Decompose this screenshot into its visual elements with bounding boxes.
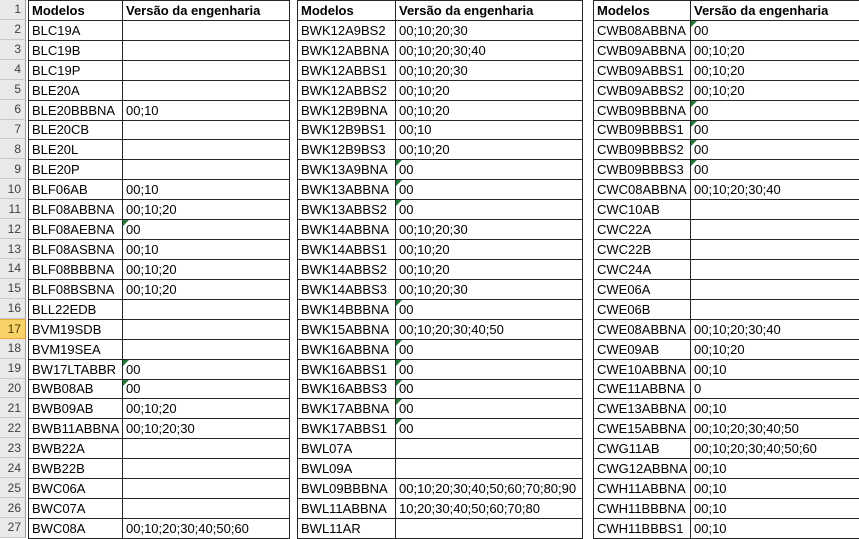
version-cell[interactable]: 00 [396,299,583,319]
model-cell[interactable]: BLF08BBBNA [29,259,123,279]
spacer-column [290,0,297,539]
version-cell[interactable]: 00;10;20;30;40 [691,319,859,339]
version-cell[interactable]: 00;10 [691,479,859,499]
table-row [29,379,290,399]
model-cell[interactable]: BW17LTABBR [29,359,123,379]
version-cell[interactable]: 00;10 [123,100,290,120]
table-row [298,359,583,379]
version-cell[interactable]: 00 [691,100,859,120]
version-cell[interactable]: 00;10 [123,240,290,260]
model-cell[interactable]: BLF08ASBNA [29,240,123,260]
version-cell[interactable]: 00;10;20 [123,279,290,299]
models-table-3 [593,0,859,539]
error-indicator-icon [396,380,402,386]
model-cell[interactable]: BWK13ABBS2 [298,200,396,220]
table-row [298,160,583,180]
table-row [29,80,290,100]
row-number[interactable]: 24 [0,458,26,478]
row-number[interactable]: 5 [0,80,26,100]
version-cell[interactable]: 00;10 [691,359,859,379]
error-indicator-icon [691,21,697,27]
model-cell[interactable]: BWK14ABBNA [298,220,396,240]
table-row [298,240,583,260]
column-header-versao[interactable]: Versão da engenharia [123,1,290,21]
model-cell[interactable]: BWB11ABBNA [29,419,123,439]
table-row [298,339,583,359]
row-number[interactable]: 27 [0,518,26,538]
version-cell[interactable]: 00;10;20;30 [396,60,583,80]
table-row [594,439,859,459]
table-row [29,399,290,419]
model-cell[interactable]: CWC22A [594,220,691,240]
version-cell[interactable]: 00;10;20 [123,259,290,279]
model-cell[interactable]: CWE06B [594,299,691,319]
version-cell[interactable]: 00;10 [691,518,859,538]
model-cell[interactable]: BWK14ABBS2 [298,259,396,279]
models-table-3-body [594,20,859,538]
table-row [29,518,290,538]
model-cell[interactable]: CWH11BBBNA [594,499,691,519]
version-cell[interactable]: 00;10;20;30 [396,279,583,299]
version-cell[interactable]: 00;10 [691,499,859,519]
error-indicator-icon [691,101,697,107]
model-cell[interactable]: BLE20P [29,160,123,180]
table-row [594,518,859,538]
version-cell[interactable]: 00 [396,359,583,379]
table-row [594,279,859,299]
version-cell[interactable] [396,439,583,459]
model-cell[interactable]: CWG11AB [594,439,691,459]
table-row [298,499,583,519]
version-cell[interactable]: 00;10;20;30;40;50 [396,319,583,339]
model-cell[interactable]: BVM19SEA [29,339,123,359]
version-cell[interactable]: 00;10;20 [396,100,583,120]
version-cell[interactable] [396,459,583,479]
table-row [298,60,583,80]
model-cell[interactable]: BWB22B [29,459,123,479]
version-cell[interactable] [691,299,859,319]
model-cell[interactable]: BWC06A [29,479,123,499]
row-number[interactable]: 3 [0,40,26,60]
table-row [594,240,859,260]
version-cell[interactable] [123,140,290,160]
error-indicator-icon [691,121,697,127]
version-cell[interactable] [691,279,859,299]
error-indicator-icon [691,160,697,166]
version-cell[interactable]: 00;10;20 [396,259,583,279]
version-cell[interactable]: 00 [396,180,583,200]
version-cell[interactable]: 00 [396,379,583,399]
version-cell[interactable]: 00;10;20;30;40;50 [691,419,859,439]
table-row [298,439,583,459]
model-cell[interactable]: BWK12B9BS3 [298,140,396,160]
column-header-modelos[interactable]: Modelos [29,1,123,21]
model-cell[interactable]: BWB08AB [29,379,123,399]
models-table-2 [297,0,583,539]
model-cell[interactable]: BWK12A9BS2 [298,20,396,40]
model-cell[interactable]: CWE10ABBNA [594,359,691,379]
version-cell[interactable] [123,40,290,60]
table-row [298,140,583,160]
table-row [298,120,583,140]
table-row [298,279,583,299]
model-cell[interactable]: CWE06A [594,279,691,299]
table-row [29,459,290,479]
model-cell[interactable]: BWK17ABBS1 [298,419,396,439]
model-cell[interactable]: BLE20BBBNA [29,100,123,120]
version-cell[interactable] [123,459,290,479]
table-row [594,200,859,220]
model-cell[interactable]: CWE09AB [594,339,691,359]
model-cell[interactable]: BWC08A [29,518,123,538]
model-cell[interactable]: BWK12B9BS1 [298,120,396,140]
models-table-1-body [29,20,290,538]
column-header-versao[interactable]: Versão da engenharia [396,1,583,21]
model-cell[interactable]: BLC19B [29,40,123,60]
version-cell[interactable] [123,160,290,180]
table-row [298,20,583,40]
table-row [594,100,859,120]
error-indicator-icon [123,220,129,226]
model-cell[interactable]: BLF08BSBNA [29,279,123,299]
table-row [298,479,583,499]
version-cell[interactable]: 00;10;20 [691,80,859,100]
row-number[interactable]: 10 [0,179,26,199]
model-cell[interactable]: CWB09BBBS1 [594,120,691,140]
error-indicator-icon [396,200,402,206]
version-cell[interactable] [123,120,290,140]
version-cell[interactable]: 00 [691,20,859,40]
error-indicator-icon [396,419,402,425]
version-cell[interactable]: 00;10;20;30 [396,220,583,240]
version-cell[interactable]: 00;10;20;30;40;50;60;70;80;90 [396,479,583,499]
table-row [29,299,290,319]
column-header-versao[interactable]: Versão da engenharia [691,1,859,21]
version-cell[interactable]: 00;10;20 [396,80,583,100]
error-indicator-icon [396,340,402,346]
table-row [594,339,859,359]
model-cell[interactable]: CWE11ABBNA [594,379,691,399]
row-number[interactable]: 14 [0,259,26,279]
version-cell[interactable]: 00 [396,160,583,180]
row-number[interactable]: 20 [0,379,26,399]
header-row [29,1,290,21]
row-number[interactable]: 15 [0,279,26,299]
row-number[interactable]: 16 [0,299,26,319]
version-cell[interactable]: 00;10;20;30;40;50;60 [123,518,290,538]
error-indicator-icon [123,360,129,366]
model-cell[interactable]: CWC10AB [594,200,691,220]
error-indicator-icon [691,140,697,146]
model-cell[interactable]: CWE13ABBNA [594,399,691,419]
model-cell[interactable]: BVM19SDB [29,319,123,339]
version-cell[interactable]: 00;10;20 [123,399,290,419]
models-table-1 [28,0,290,539]
row-number[interactable]: 8 [0,139,26,159]
model-cell[interactable]: BLF08ABBNA [29,200,123,220]
table-row [594,419,859,439]
model-cell[interactable]: BWL07A [298,439,396,459]
version-cell[interactable]: 00 [691,120,859,140]
table-row [29,140,290,160]
version-cell[interactable]: 00;10 [691,459,859,479]
table-row [29,279,290,299]
version-cell[interactable]: 00;10;20 [691,60,859,80]
table-row [29,200,290,220]
error-indicator-icon [396,399,402,405]
table-row [298,80,583,100]
row-number[interactable]: 21 [0,398,26,418]
version-cell[interactable] [123,299,290,319]
version-cell[interactable] [123,319,290,339]
table-row [298,399,583,419]
row-number[interactable]: 26 [0,498,26,518]
model-cell[interactable]: BLF06AB [29,180,123,200]
model-cell[interactable]: BLE20CB [29,120,123,140]
version-cell[interactable]: 00 [396,399,583,419]
table-row [298,419,583,439]
row-number[interactable]: 11 [0,199,26,219]
table-row [298,200,583,220]
version-cell[interactable] [691,200,859,220]
table-row [298,459,583,479]
model-cell[interactable]: BWC07A [29,499,123,519]
table-row [29,479,290,499]
model-cell[interactable]: BWB09AB [29,399,123,419]
row-number[interactable]: 13 [0,239,26,259]
model-cell[interactable]: BWK14ABBS3 [298,279,396,299]
table-row [29,40,290,60]
model-cell[interactable]: BWK12ABBS2 [298,80,396,100]
row-number[interactable]: 25 [0,478,26,498]
model-cell[interactable]: CWB09ABBNA [594,40,691,60]
model-cell[interactable]: BWK16ABBS3 [298,379,396,399]
table-row [298,319,583,339]
table-row [594,359,859,379]
version-cell[interactable] [123,60,290,80]
table-row [298,259,583,279]
model-cell[interactable]: BLE20A [29,80,123,100]
table-row [29,20,290,40]
table-row [594,160,859,180]
model-cell[interactable]: BWK12ABBS1 [298,60,396,80]
version-cell[interactable]: 0 [691,379,859,399]
table-row [29,120,290,140]
model-cell[interactable]: BLF08AEBNA [29,220,123,240]
error-indicator-icon [123,380,129,386]
model-cell[interactable]: BWK17ABBNA [298,399,396,419]
model-cell[interactable]: CWB09BBBS3 [594,160,691,180]
version-cell[interactable]: 00 [123,379,290,399]
table-row [29,60,290,80]
version-cell[interactable] [123,20,290,40]
row-number[interactable]: 23 [0,438,26,458]
version-cell[interactable]: 00;10;20 [691,40,859,60]
model-cell[interactable]: BWL09BBBNA [298,479,396,499]
version-cell[interactable] [396,518,583,538]
model-cell[interactable]: BWK14BBBNA [298,299,396,319]
model-cell[interactable]: CWB09ABBS2 [594,80,691,100]
table-row [298,379,583,399]
version-cell[interactable]: 00;10 [691,399,859,419]
model-cell[interactable]: BWK12ABBNA [298,40,396,60]
model-cell[interactable]: CWH11ABBNA [594,479,691,499]
table-row [298,180,583,200]
row-number[interactable]: 12 [0,219,26,239]
row-number[interactable]: 7 [0,120,26,140]
header-row [298,1,583,21]
model-cell[interactable]: CWE15ABBNA [594,419,691,439]
row-number[interactable]: 2 [0,20,26,40]
version-cell[interactable] [123,439,290,459]
version-cell[interactable]: 00 [396,200,583,220]
table-row [298,220,583,240]
table-row [594,40,859,60]
model-cell[interactable]: BWK15ABBNA [298,319,396,339]
table-row [29,319,290,339]
model-cell[interactable]: BLL22EDB [29,299,123,319]
version-cell[interactable] [123,479,290,499]
model-cell[interactable]: BLC19P [29,60,123,80]
version-cell[interactable]: 00;10;20;30 [123,419,290,439]
model-cell[interactable]: BWK16ABBS1 [298,359,396,379]
version-cell[interactable] [123,80,290,100]
error-indicator-icon [396,360,402,366]
model-cell[interactable]: CWB09BBBS2 [594,140,691,160]
table-row [298,40,583,60]
column-header-modelos[interactable]: Modelos [594,1,691,21]
table-row [29,240,290,260]
version-cell[interactable]: 00 [123,220,290,240]
header-row [594,1,859,21]
version-cell[interactable]: 00;10;20 [396,240,583,260]
error-indicator-icon [396,160,402,166]
table-row [594,459,859,479]
model-cell[interactable]: CWC08ABBNA [594,180,691,200]
table-row [29,339,290,359]
table-row [594,220,859,240]
model-cell[interactable]: BWK14ABBS1 [298,240,396,260]
row-number[interactable]: 17 [0,319,26,339]
table-row [29,499,290,519]
table-row [594,120,859,140]
row-number[interactable]: 1 [0,0,26,20]
table-row [29,439,290,459]
version-cell[interactable]: 00;10;20;30;40;50;60 [691,439,859,459]
version-cell[interactable]: 00;10;20;30;40 [396,40,583,60]
row-number[interactable]: 6 [0,100,26,120]
row-number[interactable]: 19 [0,359,26,379]
table-row [594,259,859,279]
version-cell[interactable]: 10;20;30;40;50;60;70;80 [396,499,583,519]
version-cell[interactable]: 00;10;20 [396,140,583,160]
table-row [594,479,859,499]
model-cell[interactable]: BWB22A [29,439,123,459]
version-cell[interactable]: 00 [396,339,583,359]
model-cell[interactable]: CWG12ABBNA [594,459,691,479]
table-row [29,160,290,180]
row-header-column [0,0,26,538]
version-cell[interactable]: 00 [691,160,859,180]
table-row [29,220,290,240]
model-cell[interactable]: BWK12B9BNA [298,100,396,120]
table-row [594,140,859,160]
version-cell[interactable] [691,240,859,260]
version-cell[interactable]: 00;10;20;30;40 [691,180,859,200]
model-cell[interactable]: BWL11ABBNA [298,499,396,519]
model-cell[interactable]: BWK13ABBNA [298,180,396,200]
table-row [594,180,859,200]
error-indicator-icon [396,180,402,186]
model-cell[interactable]: CWC22B [594,240,691,260]
version-cell[interactable] [123,339,290,359]
version-cell[interactable]: 00;10 [396,120,583,140]
column-header-modelos[interactable]: Modelos [298,1,396,21]
table-row [594,60,859,80]
error-indicator-icon [396,300,402,306]
row-number[interactable]: 9 [0,159,26,179]
model-cell[interactable]: CWB09BBBNA [594,100,691,120]
row-number[interactable]: 18 [0,339,26,359]
table-row [298,100,583,120]
version-cell[interactable]: 00 [396,419,583,439]
version-cell[interactable]: 00;10 [123,180,290,200]
table-row [594,499,859,519]
table-row [298,518,583,538]
model-cell[interactable]: CWC24A [594,259,691,279]
table-row [29,180,290,200]
table-row [29,100,290,120]
model-cell[interactable]: BLE20L [29,140,123,160]
model-cell[interactable]: BWK13A9BNA [298,160,396,180]
model-cell[interactable]: BWK16ABBNA [298,339,396,359]
model-cell[interactable]: CWH11BBBS1 [594,518,691,538]
table-row [594,299,859,319]
table-row [594,379,859,399]
row-number[interactable]: 4 [0,60,26,80]
version-cell[interactable]: 00;10;20 [123,200,290,220]
table-row [594,80,859,100]
table-row [594,319,859,339]
table-row [29,259,290,279]
table-row [594,399,859,419]
version-cell[interactable]: 00 [123,359,290,379]
version-cell[interactable] [691,259,859,279]
version-cell[interactable]: 00 [691,140,859,160]
version-cell[interactable] [691,220,859,240]
table-row [29,359,290,379]
table-row [29,419,290,439]
model-cell[interactable]: BLC19A [29,20,123,40]
model-cell[interactable]: BWL09A [298,459,396,479]
model-cell[interactable]: CWB09ABBS1 [594,60,691,80]
model-cell[interactable]: CWE08ABBNA [594,319,691,339]
row-number[interactable]: 22 [0,418,26,438]
model-cell[interactable]: CWB08ABBNA [594,20,691,40]
version-cell[interactable] [123,499,290,519]
table-row [594,20,859,40]
spacer-column [583,0,593,539]
models-table-2-body [298,20,583,538]
version-cell[interactable]: 00;10;20 [691,339,859,359]
table-row [298,299,583,319]
model-cell[interactable]: BWL11AR [298,518,396,538]
version-cell[interactable]: 00;10;20;30 [396,20,583,40]
